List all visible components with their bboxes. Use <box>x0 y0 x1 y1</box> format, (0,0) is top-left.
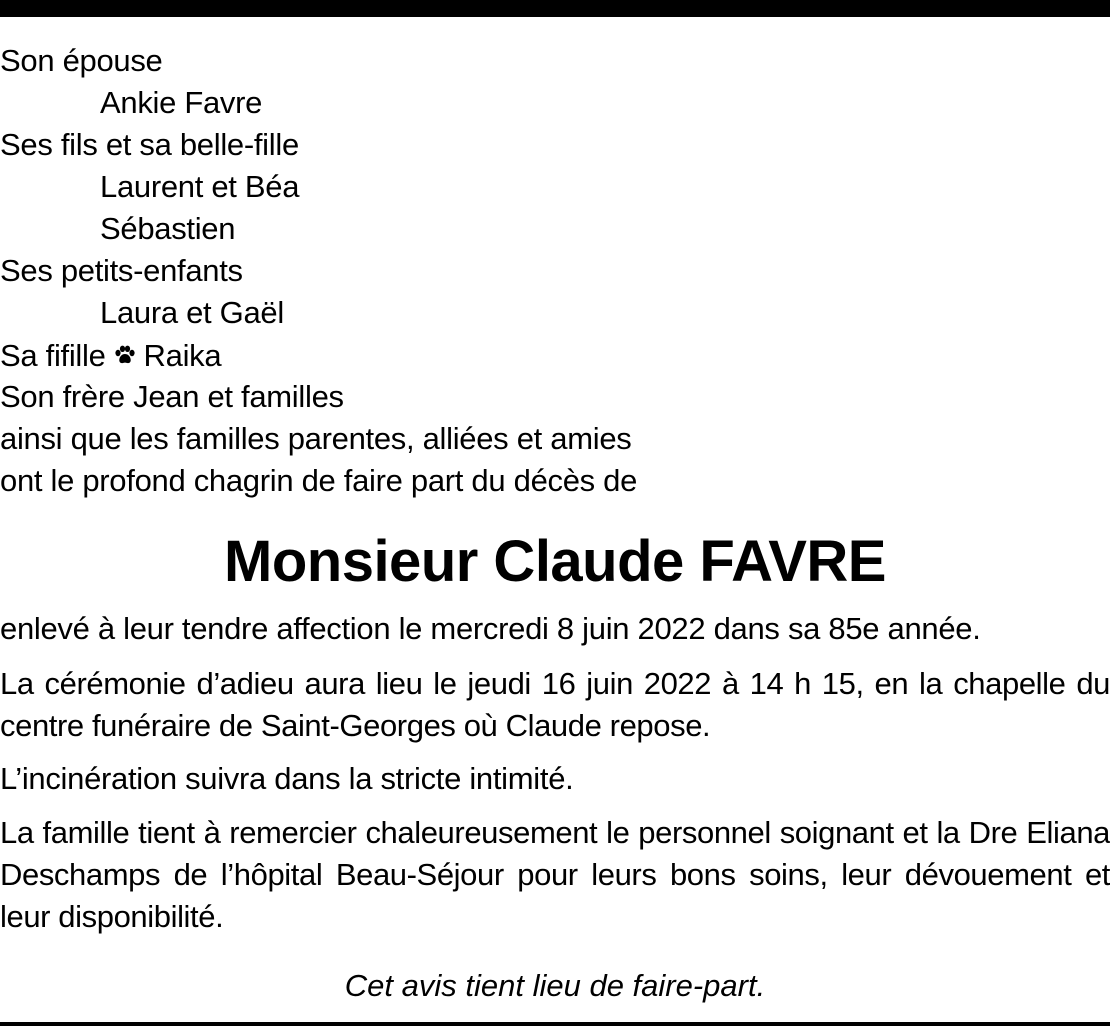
death-line: enlevé à leur tendre affection le mercredi 8 juin 2022 dans sa 85e année. <box>0 611 981 646</box>
brother-line: Son frère Jean et familles <box>0 379 344 414</box>
footer-note: Cet avis tient lieu de faire-part. <box>344 968 766 1003</box>
bottom-rule <box>0 1022 1110 1026</box>
wife-label: Son épouse <box>0 43 163 78</box>
thanks-paragraph: La famille tient à remercier chaleureusement le personnel soignant et la Dre Eliana Deschamps de l’hôpital Beau-Séjour pour leurs bons soins, leur dévouement et leur disponibilité. <box>0 815 1110 934</box>
cremation-paragraph: L’incinération suivra dans la stricte intimité. <box>0 761 574 796</box>
paw-print-icon <box>114 336 136 374</box>
fifille-line <box>0 336 221 380</box>
top-rule <box>0 0 1110 17</box>
sons-label: Ses fils et sa belle-fille <box>0 127 299 162</box>
son-2: Sébastien <box>100 211 236 246</box>
deceased-name: Monsieur Claude FAVRE <box>224 529 886 594</box>
announce-line: ont le profond chagrin de faire part du décès de <box>0 463 638 498</box>
grandchildren-label: Ses petits-enfants <box>0 253 243 288</box>
wife-name: Ankie Favre <box>100 85 263 120</box>
fifille-name: Raika <box>143 338 222 374</box>
grandchildren-names: Laura et Gaël <box>100 295 284 330</box>
ceremony-paragraph: La cérémonie d’adieu aura lieu le jeudi 16 juin 2022 à 14 h 15, en la chapelle du centre funéraire de Saint-Georges où Claude repose. <box>0 666 1110 743</box>
relatives-line: ainsi que les familles parentes, alliées et amies <box>0 421 632 456</box>
fifille-label: Sa fifille <box>0 338 106 374</box>
son-1: Laurent et Béa <box>100 169 300 204</box>
